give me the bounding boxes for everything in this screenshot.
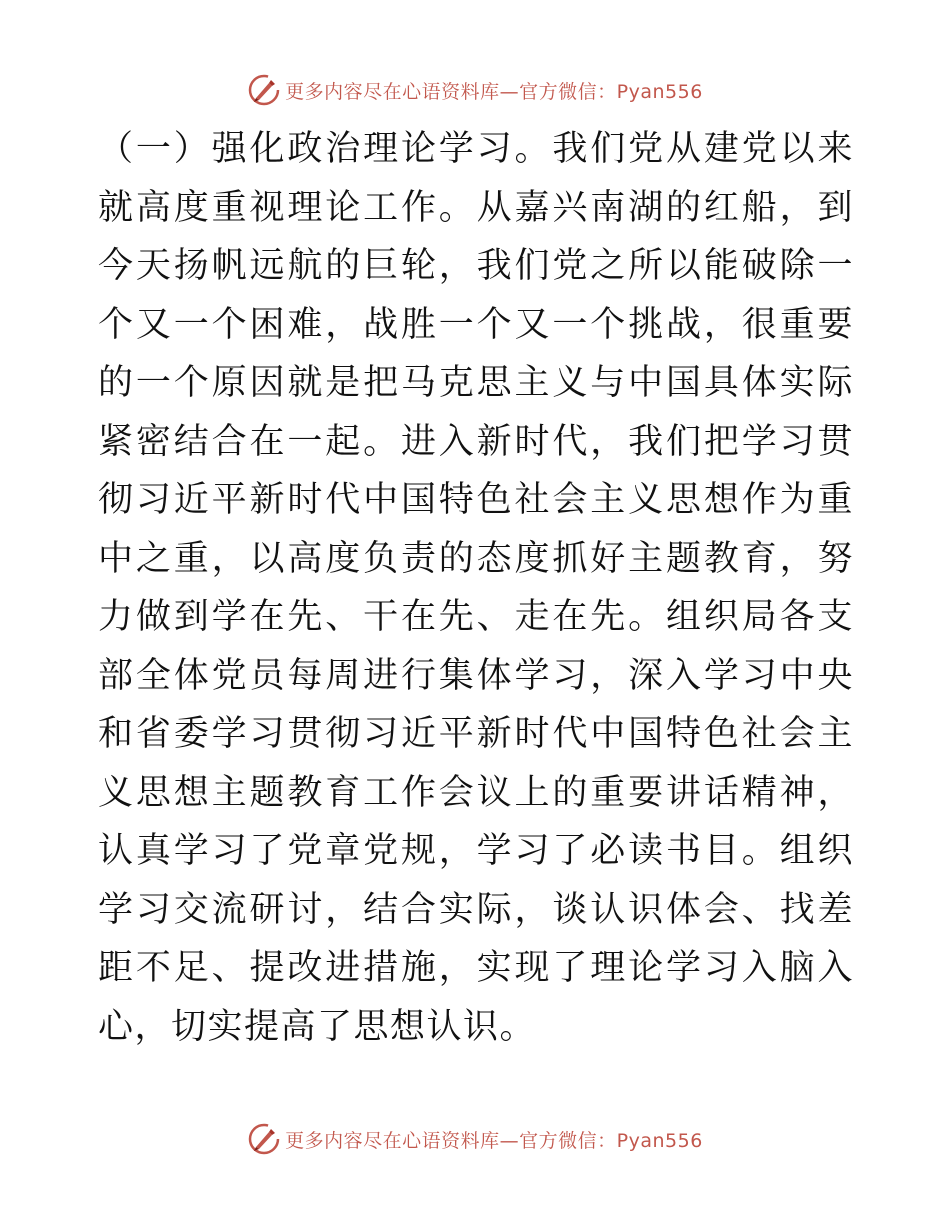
pen-circle-logo-icon bbox=[247, 1122, 281, 1156]
watermark-text: 更多内容尽在心语资料库—官方微信：Pyan556 bbox=[285, 80, 703, 103]
watermark-text: 更多内容尽在心语资料库—官方微信：Pyan556 bbox=[285, 1129, 703, 1152]
paragraph: （一）强化政治理论学习。我们党从建党以来就高度重视理论工作。从嘉兴南湖的红船，到今天扬帆远航的巨轮，我们党之所以能破除一个又一个困难，战胜一个又一个挑战，很重要的一个原因就是把马克思主义与中国具体实际紧密结合在一起。进入新时代，我们把学习贯彻习近平新时代中国特色社会主义思想作为重中之重，以高度负责的态度抓好主题教育，努力做到学在先、干在先、走在先。组织局各支部全体党员每周进行集体学习，深入学习中央和省委学习贯彻习近平新时代中国特色社会主义思想主题教育工作会议上的重要讲话精神，认真学习了党章党规，学习了必读书目。组织学习交流研讨，结合实际，谈认识体会、找差距不足、提改进措施，实现了理论学习入脑入心，切实提高了思想认识。 bbox=[98, 129, 854, 1047]
document-body bbox=[98, 120, 854, 1056]
header-watermark bbox=[0, 70, 950, 110]
pen-circle-logo-icon bbox=[247, 73, 281, 107]
footer-watermark bbox=[0, 1119, 950, 1159]
